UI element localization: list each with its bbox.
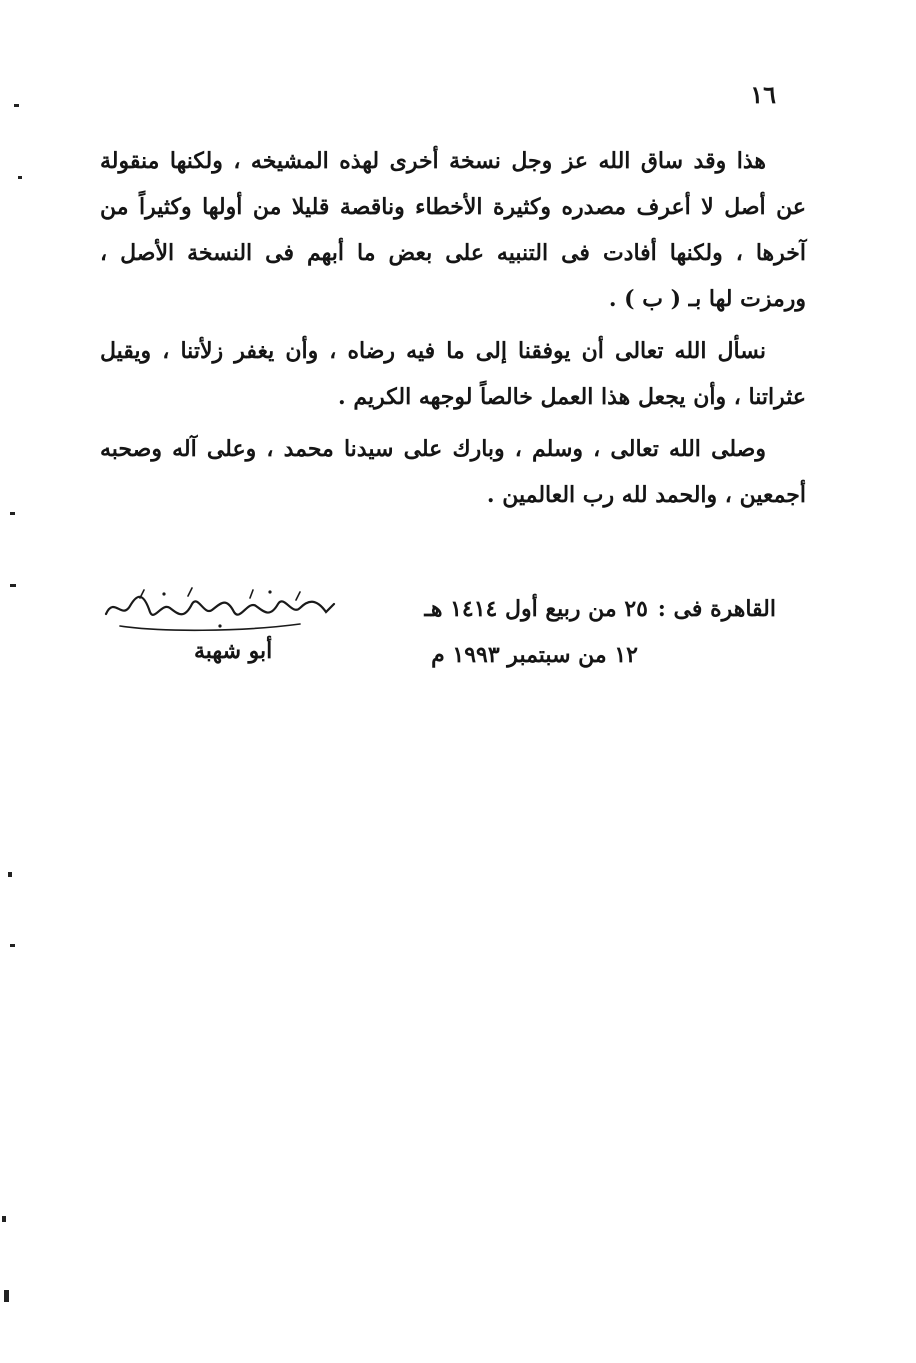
scan-mark [10,584,16,587]
scan-mark [18,176,22,179]
place-label: القاهرة فى : [657,596,776,622]
gregorian-date: ١٢ من سبتمبر ١٩٩٣ م [431,642,638,668]
handwritten-signature [100,586,340,636]
signature-block [100,586,776,686]
scan-mark [10,944,15,947]
page-number: ١٦ [750,80,776,109]
paragraph-supplication: نسأل الله تعالى أن يوفقنا إلى ما فيه رضاه ، وأن يغفر زلأتنا ، ويقيل عثراتنا ، وأن يجعل هذا العمل خالصاً لوجهه الكريم . [100,338,806,410]
scan-mark [10,512,15,515]
scan-mark [2,1216,6,1222]
paragraph-sources: هذا وقد ساق الله عز وجل نسخة أخرى لهذه المشيخه ، ولكنها منقولة عن أصل لا أعرف مصدره وكثيرة الأخطاء وناقصة قليلا من أولها وكثيراً من آخرها ، ولكنها أفادت فى التنبيه على بعض ما أبهم فى النسخة الأصل ، ورمزت لها بـ ( ب ) . [100,148,806,312]
body-text [100,138,806,524]
scan-mark [8,872,12,877]
paragraph-closing: وصلى الله تعالى ، وسلم ، وبارك على سيدنا محمد ، وعلى آله وصحبه أجمعين ، والحمد لله رب العالمين . [100,436,806,508]
scan-mark [14,104,19,107]
scan-mark [4,1290,9,1302]
author-name: أبو شهبة [194,638,273,664]
hijri-date: ٢٥ من ربيع أول ١٤١٤ هـ [424,596,648,622]
